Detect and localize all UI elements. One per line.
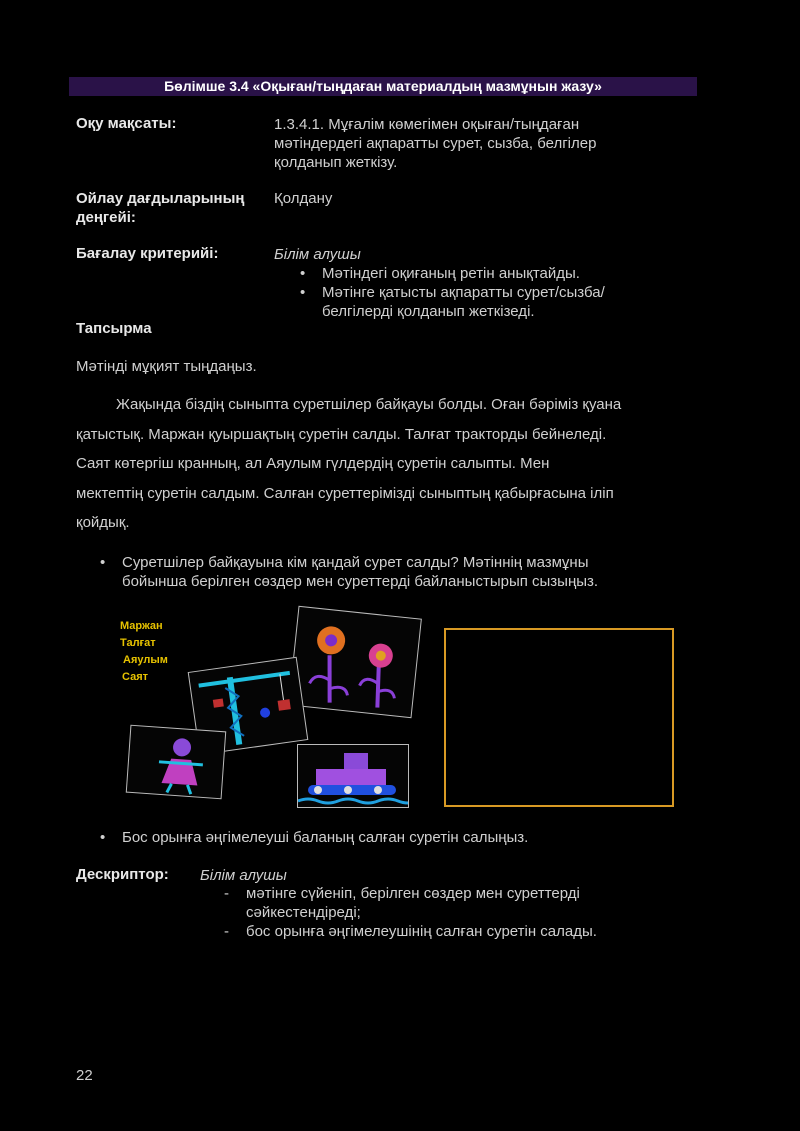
paragraph-line: Жақында біздің сыныпта суретшілер байқауы болды. Оған бәріміз қуана <box>116 396 622 413</box>
paragraph-line: Саят көтергіш кранның, ал Аяулым гүлдердің суретін салыпты. Мен <box>76 455 550 472</box>
bullet-icon: • <box>100 829 106 846</box>
descriptor-list <box>224 884 684 941</box>
goal-line: қолданып жеткізу. <box>274 154 398 171</box>
criteria-list <box>300 264 700 321</box>
flowers-drawing <box>288 606 422 718</box>
bullet-icon: • <box>300 284 306 301</box>
list-item: - мәтінге сүйеніп, берілген сөздер мен суреттерді <box>224 885 580 902</box>
dash-icon: - <box>224 923 229 940</box>
descriptor-label: Дескриптор: <box>76 866 169 883</box>
criteria-intro: Білім алушы <box>274 246 361 263</box>
paragraph-line: қойдық. <box>76 514 130 531</box>
list-item: сәйкестендіреді; <box>246 904 361 921</box>
section-title: Бөлімше 3.4 «Оқыған/тыңдаған материалдың мазмұнын жазу» <box>69 77 697 96</box>
list-item: • Мәтіндегі оқиғаның ретін анықтайды. <box>300 265 580 282</box>
task-bullet-2: • Бос орынға әңгімелеуші баланың салған суретін салыңыз. <box>100 829 529 846</box>
drawing-blank-area[interactable] <box>444 628 674 807</box>
name-label: Аяулым <box>123 654 168 666</box>
thinking-label-line: деңгейі: <box>76 209 136 226</box>
criteria-label: Бағалау критерийі: <box>76 245 219 262</box>
goal-text <box>274 115 694 172</box>
list-item: белгілерді қолданып жеткізеді. <box>322 303 535 320</box>
name-label: Талғат <box>120 637 156 649</box>
dash-icon: - <box>224 885 229 902</box>
goal-line: 1.3.4.1. Мұғалім көмегімен оқыған/тыңдаған <box>274 116 580 133</box>
bullet-icon: • <box>100 554 106 571</box>
list-item: • Мәтінге қатысты ақпаратты сурет/сызба/ <box>300 284 605 301</box>
name-label: Маржан <box>120 620 163 632</box>
doll-drawing <box>126 725 227 800</box>
story-paragraph <box>76 390 716 538</box>
descriptor-intro: Білім алушы <box>200 867 287 884</box>
thinking-label <box>76 189 245 227</box>
names-list <box>120 620 168 688</box>
name-label: Саят <box>122 671 149 683</box>
page-number: 22 <box>76 1067 93 1084</box>
bullet-icon: • <box>300 265 306 282</box>
thinking-label-line: Ойлау дағдыларының <box>76 190 245 207</box>
list-item: - бос орынға әңгімелеушінің салған суретін салады. <box>224 923 597 940</box>
thinking-value: Қолдану <box>274 190 333 207</box>
task-label: Тапсырма <box>76 320 152 337</box>
goal-line: мәтіндердегі ақпаратты сурет, сызба, белгілер <box>274 135 597 152</box>
task-bullet-1: • Суретшілер байқауына кім қандай сурет салды? Мәтіннің мазмұны бойынша берілген сөздер мен суреттерді байланыстырып сызыңыз. <box>100 554 599 590</box>
tractor-drawing <box>297 744 409 808</box>
paragraph-line: қатыстық. Маржан қуыршақтың суретін салды. Талғат тракторды бейнеледі. <box>76 425 607 443</box>
goal-label: Оқу мақсаты: <box>76 115 177 132</box>
task-instruction: Мәтінді мұқият тыңдаңыз. <box>76 358 257 375</box>
paragraph-line: мектептің суретін салдым. Салған суреттерімізді сыныптың қабырғасына іліп <box>76 484 614 502</box>
